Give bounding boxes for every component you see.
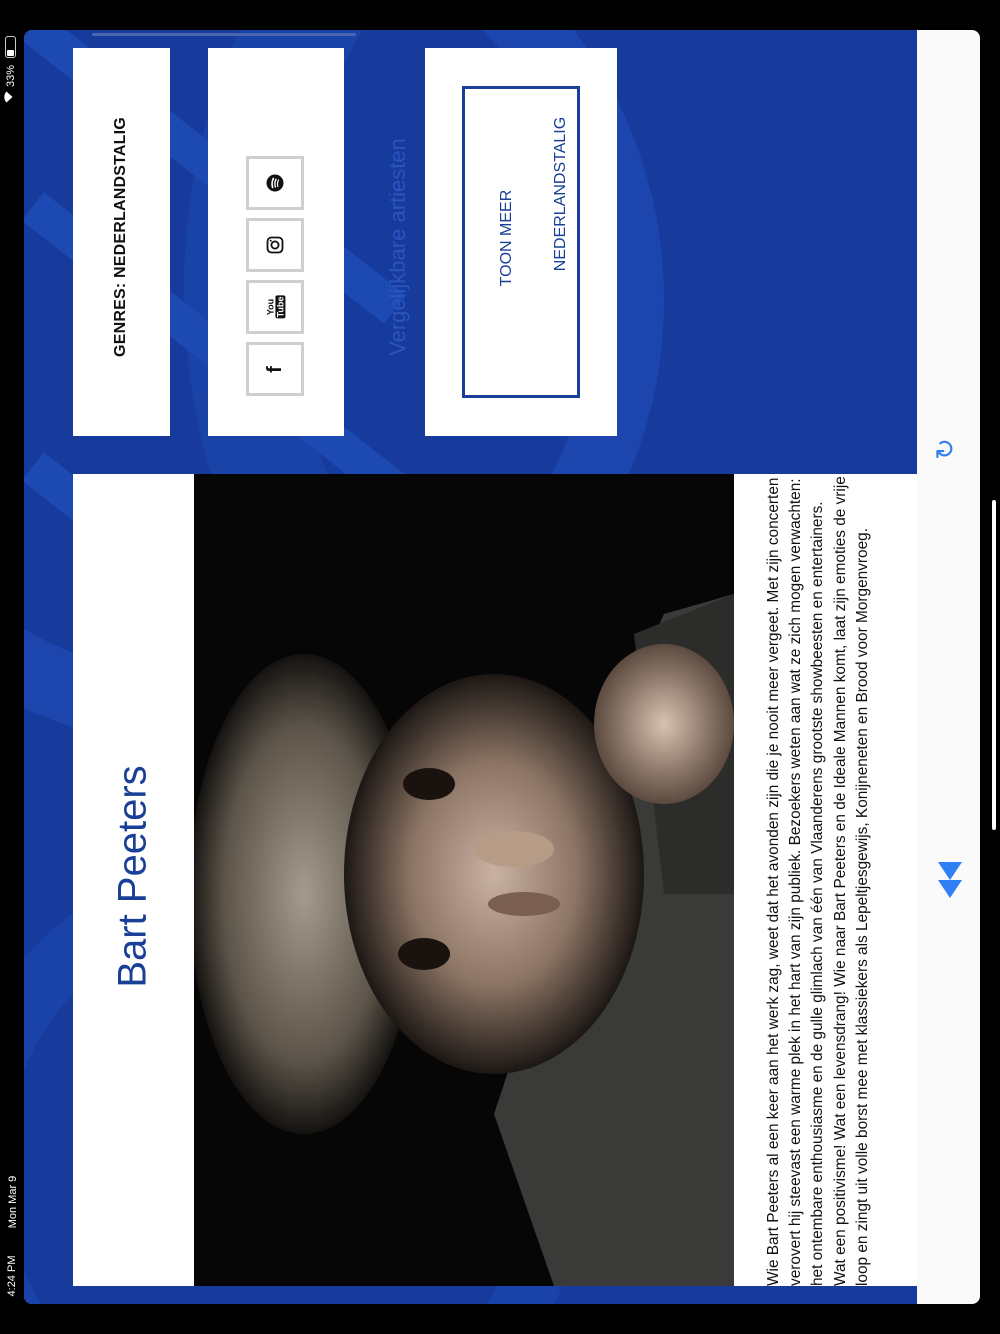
status-date: Mon Mar 9 bbox=[7, 1175, 19, 1229]
wifi-icon bbox=[3, 91, 17, 104]
comparable-artists-heading: Vergelijkbare artiesten bbox=[385, 138, 410, 356]
artist-photo bbox=[194, 474, 734, 1286]
genres-card bbox=[73, 48, 170, 436]
youtube-glyph-top: You bbox=[265, 298, 275, 316]
more-artists-card bbox=[425, 48, 617, 436]
horizontal-scroll-indicator[interactable] bbox=[92, 33, 356, 36]
app-window bbox=[24, 30, 980, 1304]
spotify-icon bbox=[266, 174, 284, 192]
content-canvas[interactable] bbox=[24, 30, 917, 1304]
artist-panel bbox=[73, 474, 917, 1286]
genres-label: GENRES: NEDERLANDSTALIG bbox=[112, 117, 129, 357]
youtube-icon bbox=[265, 296, 285, 319]
facebook-icon bbox=[263, 366, 286, 373]
youtube-glyph-bottom: Tube bbox=[275, 296, 285, 318]
show-more-genre-label: NEDERLANDSTALIG bbox=[552, 116, 569, 272]
show-more-label: TOON MEER bbox=[498, 189, 515, 287]
refresh-glyph: ↻ bbox=[930, 438, 960, 460]
status-time: 4:24 PM bbox=[6, 1255, 18, 1297]
home-indicator[interactable] bbox=[992, 500, 996, 830]
fast-forward-icon[interactable] bbox=[936, 860, 964, 900]
facebook-button[interactable] bbox=[246, 342, 304, 396]
facebook-glyph: f bbox=[263, 365, 286, 373]
show-more-button[interactable] bbox=[462, 86, 580, 398]
artist-name: Bart Peeters bbox=[110, 765, 155, 988]
status-bar bbox=[0, 0, 22, 1334]
instagram-icon bbox=[266, 236, 284, 254]
battery-icon bbox=[5, 36, 16, 58]
refresh-icon[interactable] bbox=[930, 434, 960, 464]
battery-percentage: 33% bbox=[5, 64, 17, 88]
social-links-card bbox=[208, 48, 344, 436]
artist-bio bbox=[763, 474, 903, 1286]
artist-bio-text: Wie Bart Peeters al een keer aan het werk zag, weet dat het avonden zijn die je nooit meer vergeet. Met zijn concerten verovert hij steevast een warme plek in het hart van zijn publiek. Bezoekers weten aan wat ze zich mogen verwachten: het ontembare enthousiasme en de gulle glimlach van één van Vlaanderens grootste showbeesten en entertainers. Wat een positivisme! Wat een levensdrang! Wie naar Bart Peeters en de Ideale Mannen komt, laat zijn emoties de vrije loop en zingt uit volle borst mee met klassiekers als Lepeltjesgewijs, Konijneneten en Brood voor Morgenvroeg. bbox=[765, 476, 871, 1286]
youtube-button[interactable] bbox=[246, 280, 304, 334]
spotify-button[interactable] bbox=[246, 156, 304, 210]
instagram-button[interactable] bbox=[246, 218, 304, 272]
